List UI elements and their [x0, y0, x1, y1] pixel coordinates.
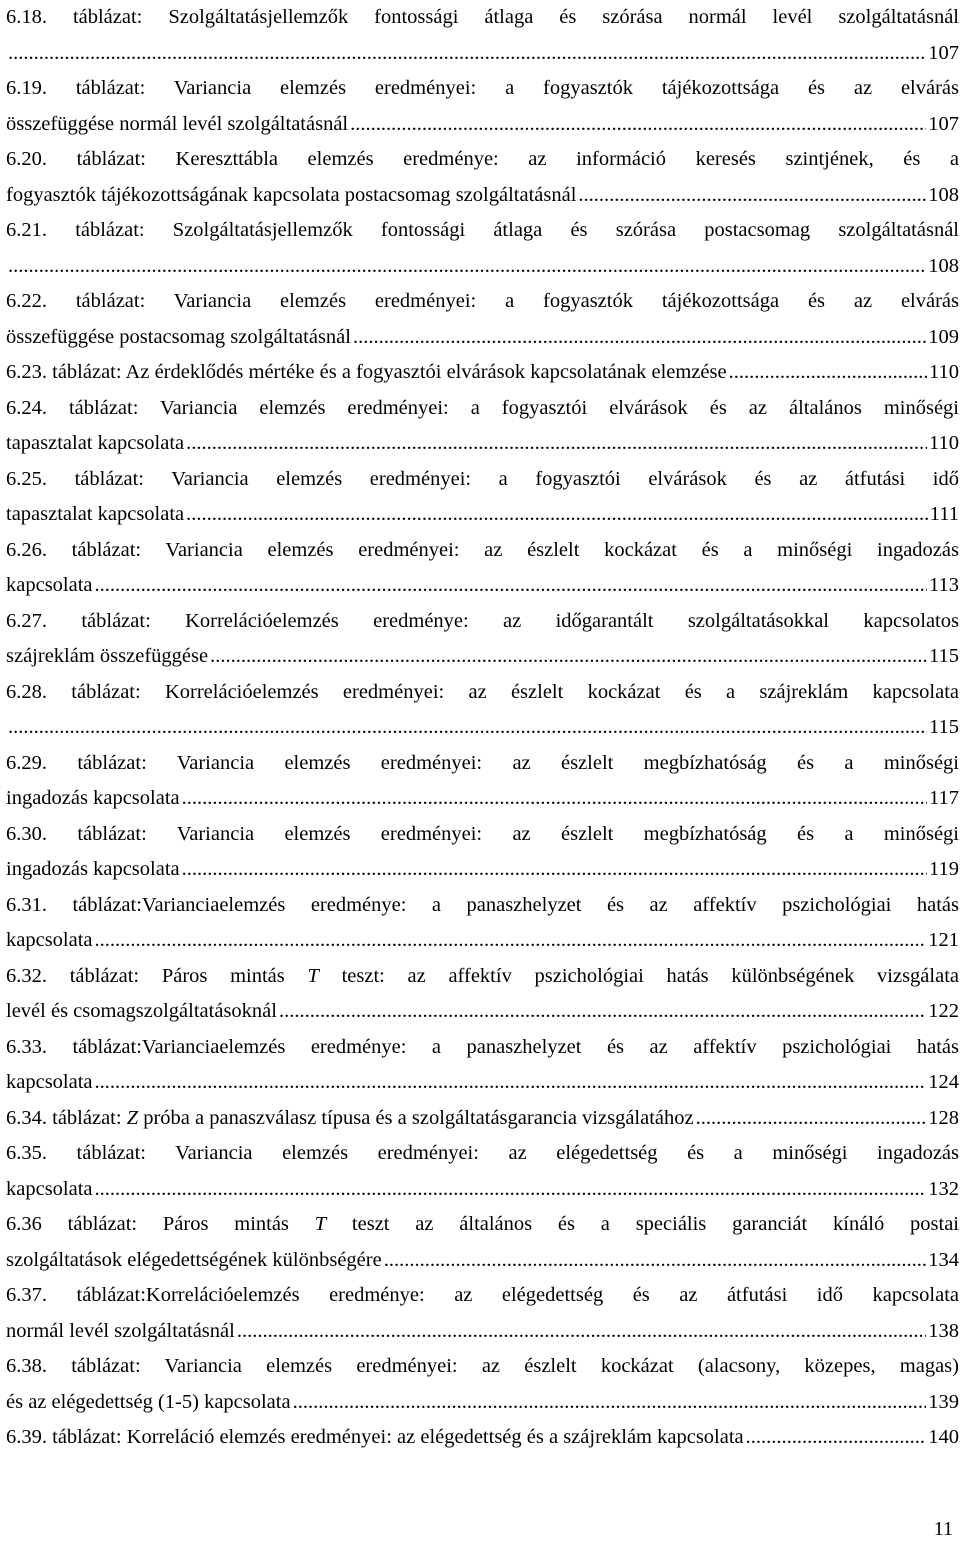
entry-line	[6, 639, 959, 675]
entry-page-number: 109	[928, 325, 959, 348]
entry-line	[6, 320, 959, 356]
entry-title-continuation: összefüggése postacsomag szolgáltatásnál	[6, 325, 351, 348]
entry-title-text: teszt: az affektív pszichológiai hatás különbségének vizsgálata	[318, 964, 959, 987]
entry-line	[6, 178, 959, 214]
entry-line	[6, 107, 959, 143]
toc-entry[interactable]	[6, 675, 959, 746]
entry-line	[6, 1243, 959, 1279]
entry-line	[6, 888, 959, 924]
entry-line	[6, 1385, 959, 1421]
entry-line	[6, 746, 959, 782]
toc-entry[interactable]	[6, 284, 959, 355]
entry-line	[6, 497, 959, 533]
toc-entry[interactable]	[6, 462, 959, 533]
dot-leader	[8, 710, 927, 746]
entry-title-continuation: szolgáltatások elégedettségének különbségére	[6, 1248, 382, 1271]
entry-title-text: 6.25. táblázat: Variancia elemzés eredményei: a fogyasztói elvárások és az átfutási idő	[6, 467, 959, 490]
entry-page-number: 108	[928, 183, 959, 206]
entry-page-number: 121	[928, 929, 959, 951]
dot-leader	[8, 249, 926, 285]
entry-title-text: 6.29. táblázat: Variancia elemzés eredményei: az észlelt megbízhatóság és a minőségi	[6, 751, 959, 774]
entry-title-continuation: ingadozás kapcsolata	[6, 787, 180, 809]
entry-line	[6, 1420, 959, 1456]
entry-page-number: 132	[928, 1177, 959, 1200]
entry-page-number: 110	[929, 432, 959, 454]
entry-title-text: 6.27. táblázat: Korrelációelemzés eredménye: az időgarantált szolgáltatásokkal kapcsolatos	[6, 609, 959, 632]
entry-title-text: 6.18. táblázat: Szolgáltatásjellemzők fontossági átlaga és szórása normál levél szolgáltatásnál	[6, 6, 959, 28]
entry-line	[6, 249, 959, 285]
entry-line	[6, 852, 959, 888]
dot-leader	[186, 497, 928, 533]
dot-leader	[182, 852, 927, 888]
dot-leader	[279, 994, 926, 1030]
table-of-tables-list	[6, 0, 959, 1456]
entry-line	[6, 710, 959, 746]
dot-leader	[746, 1420, 927, 1456]
entry-line	[6, 568, 959, 604]
entry-page-number: 107	[928, 112, 959, 135]
entry-page-number: 128	[928, 1106, 959, 1129]
entry-line	[6, 1030, 959, 1066]
entry-title-text: 6.28. táblázat: Korrelációelemzés eredményei: az észlelt kockázat és a szájreklám kapcsolata	[6, 680, 959, 703]
entry-title-text: 6.26. táblázat: Variancia elemzés eredményei: az észlelt kockázat és a minőségi ingadozás	[6, 538, 959, 561]
entry-title-text: 6.39. táblázat: Korreláció elemzés eredményei: az elégedettség és a szájreklám kapcsolata	[6, 1426, 744, 1448]
entry-page-number: 115	[929, 645, 959, 667]
entry-page-number: 111	[929, 503, 959, 525]
entry-line	[6, 36, 959, 72]
entry-title	[6, 355, 727, 391]
entry-title-continuation: kapcsolata	[6, 1177, 93, 1200]
toc-entry[interactable]	[6, 817, 959, 888]
entry-line	[6, 426, 959, 462]
entry-line	[6, 781, 959, 817]
entry-page-number: 134	[928, 1248, 959, 1271]
entry-title-text: 6.19. táblázat: Variancia elemzés eredményei: a fogyasztók tájékozottsága és az elvárás	[6, 77, 959, 99]
entry-line	[6, 355, 959, 391]
entry-title-continuation: kapcsolata	[6, 574, 93, 596]
entry-line	[6, 391, 959, 427]
entry-line	[6, 1101, 959, 1137]
entry-line	[6, 675, 959, 711]
entry-line	[6, 1136, 959, 1172]
entry-title-continuation: fogyasztók tájékozottságának kapcsolata postacsomag szolgáltatásnál	[6, 183, 577, 206]
toc-entry[interactable]	[6, 71, 959, 142]
entry-title-text: 6.38. táblázat: Variancia elemzés eredményei: az észlelt kockázat (alacsony, közepes, magas)	[6, 1355, 959, 1377]
entry-line	[6, 959, 959, 995]
toc-entry[interactable]	[6, 1278, 959, 1349]
entry-line	[6, 1065, 959, 1101]
entry-line	[6, 284, 959, 320]
entry-line	[6, 0, 959, 36]
dot-leader	[353, 320, 926, 356]
dot-leader	[8, 36, 926, 72]
toc-entry[interactable]	[6, 355, 959, 391]
entry-title-text: 6.35. táblázat: Variancia elemzés eredményei: az elégedettség és a minőségi ingadozás	[6, 1142, 959, 1164]
entry-page-number: 138	[928, 1319, 959, 1342]
entry-line	[6, 1349, 959, 1385]
entry-line	[6, 923, 959, 959]
entry-title-continuation: normál levél szolgáltatásnál	[6, 1319, 235, 1342]
entry-page-number: 117	[929, 787, 959, 809]
entry-line	[6, 142, 959, 178]
entry-title-text: 6.23. táblázat: Az érdeklődés mértéke és a fogyasztói elvárások kapcsolatának elemzése	[6, 361, 727, 383]
toc-entry[interactable]	[6, 142, 959, 213]
entry-line	[6, 1278, 959, 1314]
math-symbol: T	[314, 1213, 327, 1235]
entry-title-text: 6.22. táblázat: Variancia elemzés eredményei: a fogyasztók tájékozottsága és az elvárás	[6, 290, 959, 312]
entry-page-number: 115	[929, 716, 959, 738]
dot-leader	[237, 1314, 926, 1350]
entry-line	[6, 1172, 959, 1208]
toc-entry[interactable]	[6, 1349, 959, 1420]
entry-line	[6, 1314, 959, 1350]
dot-leader	[384, 1243, 927, 1279]
math-symbol: Z	[126, 1106, 139, 1129]
dot-leader	[293, 1385, 927, 1421]
entry-title-continuation: tapasztalat kapcsolata	[6, 432, 185, 454]
entry-page-number: 113	[929, 574, 959, 596]
entry-page-number: 110	[929, 361, 959, 383]
dot-leader	[186, 426, 927, 462]
entry-title-text: 6.36 táblázat: Páros mintás	[6, 1213, 315, 1235]
entry-title-text: 6.33. táblázat:Varianciaelemzés eredménye: a panaszhelyzet és az affektív pszichológiai hatás	[6, 1035, 959, 1058]
entry-page-number: 107	[928, 41, 959, 64]
entry-title-continuation: kapcsolata	[6, 929, 93, 951]
entry-title	[6, 1101, 694, 1137]
toc-entry[interactable]	[6, 1207, 959, 1278]
entry-line	[6, 71, 959, 107]
entry-page-number: 140	[928, 1426, 959, 1448]
entry-page-number: 139	[928, 1390, 959, 1413]
toc-entry[interactable]	[6, 888, 959, 959]
toc-entry[interactable]	[6, 1420, 959, 1456]
entry-title-continuation: és az elégedettség (1-5) kapcsolata	[6, 1390, 291, 1413]
entry-title-text: próba a panaszválasz típusa és a szolgáltatásgarancia vizsgálatához	[138, 1106, 694, 1129]
toc-entry[interactable]	[6, 604, 959, 675]
entry-line	[6, 604, 959, 640]
entry-line	[6, 1207, 959, 1243]
entry-title-text: 6.30. táblázat: Variancia elemzés eredményei: az észlelt megbízhatóság és a minőségi	[6, 822, 959, 845]
dot-leader	[95, 1172, 927, 1208]
entry-title-continuation: szájreklám összefüggése	[6, 645, 209, 667]
entry-line	[6, 994, 959, 1030]
entry-title-text: 6.32. táblázat: Páros mintás	[6, 964, 308, 987]
entry-title	[6, 1420, 744, 1456]
toc-entry[interactable]	[6, 391, 959, 462]
entry-title-continuation: levél és csomagszolgáltatásoknál	[6, 1000, 277, 1022]
entry-title-continuation: tapasztalat kapcsolata	[6, 503, 185, 525]
entry-page-number: 119	[929, 858, 959, 880]
entry-title-continuation: összefüggése normál levél szolgáltatásnál	[6, 112, 349, 135]
entry-title-text: 6.20. táblázat: Kereszttábla elemzés eredménye: az információ keresés szintjének, és a	[6, 148, 959, 170]
toc-entry[interactable]	[6, 1030, 959, 1101]
toc-entry[interactable]	[6, 959, 959, 1030]
entry-title-text: 6.31. táblázat:Varianciaelemzés eredménye: a panaszhelyzet és az affektív pszichológiai hatás	[6, 893, 959, 916]
entry-title-text: 6.21. táblázat: Szolgáltatásjellemzők fontossági átlaga és szórása postacsomag szolgáltatásnál	[6, 219, 959, 241]
entry-title-continuation: kapcsolata	[6, 1071, 93, 1093]
toc-entry[interactable]	[6, 0, 959, 71]
toc-entry[interactable]	[6, 1101, 959, 1137]
entry-page-number: 122	[928, 1000, 959, 1022]
entry-line	[6, 533, 959, 569]
entry-page-number: 108	[928, 254, 959, 277]
dot-leader	[95, 923, 927, 959]
entry-title-text: teszt az általános és a speciális garanciát kínáló postai	[326, 1213, 959, 1235]
dot-leader	[95, 1065, 927, 1101]
dot-leader	[210, 639, 927, 675]
entry-line	[6, 462, 959, 498]
entry-title-text: 6.34. táblázat:	[6, 1106, 127, 1129]
toc-entry[interactable]	[6, 213, 959, 284]
entry-title-continuation: ingadozás kapcsolata	[6, 858, 180, 880]
toc-entry[interactable]	[6, 533, 959, 604]
entry-page-number: 124	[928, 1071, 959, 1093]
entry-line	[6, 817, 959, 853]
dot-leader	[95, 568, 927, 604]
dot-leader	[578, 178, 926, 214]
entry-title-text: 6.37. táblázat:Korrelációelemzés eredménye: az elégedettség és az átfutási idő kapcsolata	[6, 1284, 959, 1306]
dot-leader	[696, 1101, 927, 1137]
page-number: 11	[933, 1518, 953, 1540]
dot-leader	[729, 355, 927, 391]
math-symbol: T	[307, 964, 319, 987]
toc-entry[interactable]	[6, 746, 959, 817]
toc-entry[interactable]	[6, 1136, 959, 1207]
dot-leader	[350, 107, 926, 143]
dot-leader	[182, 781, 927, 817]
entry-title-text: 6.24. táblázat: Variancia elemzés eredményei: a fogyasztói elvárások és az általános minőségi	[6, 396, 959, 419]
entry-line	[6, 213, 959, 249]
